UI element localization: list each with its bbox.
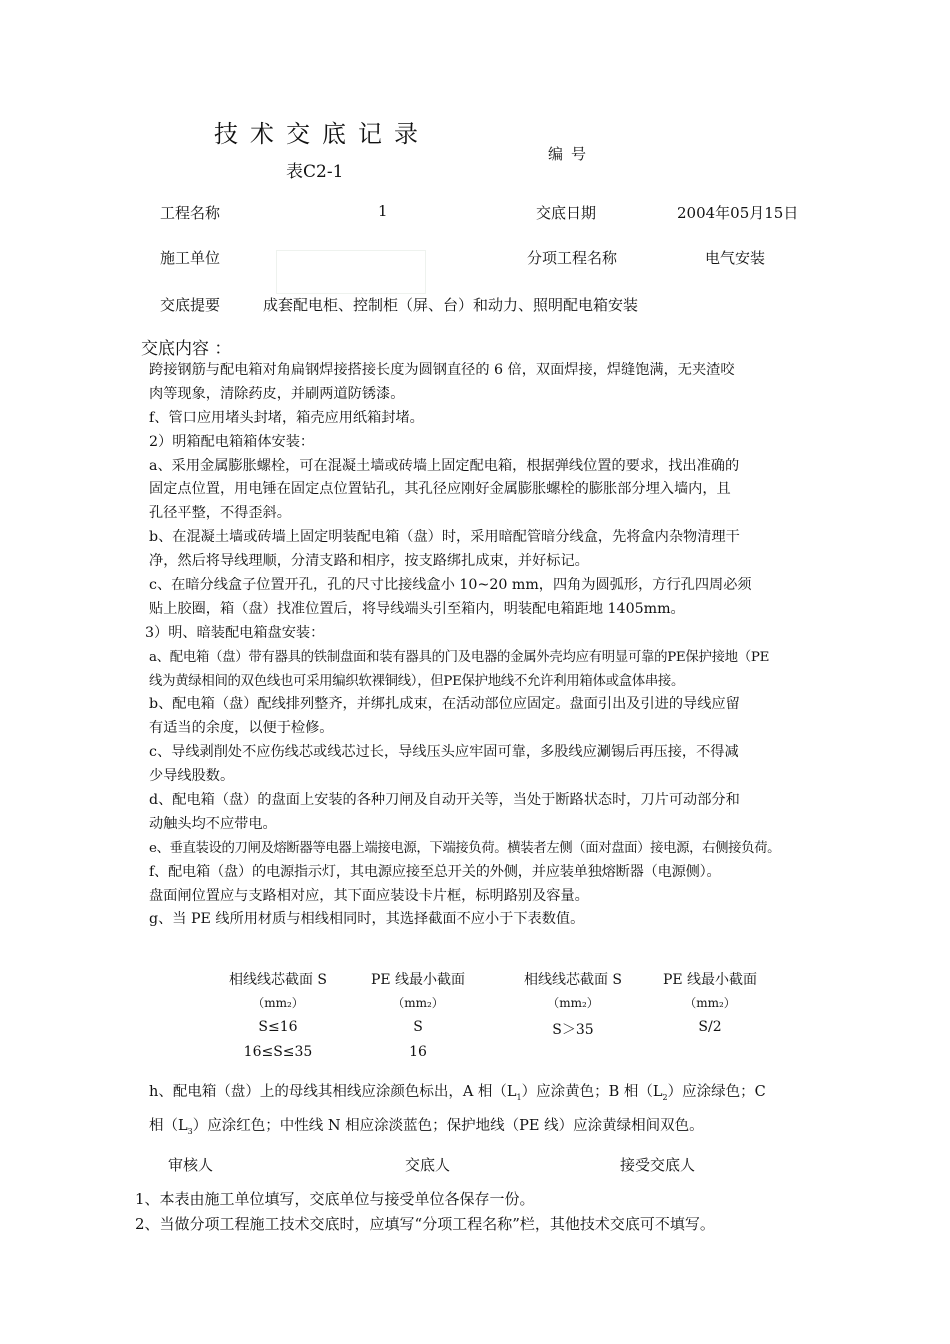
- content-line: 盘面闸位置应与支路相对应，其下面应装设卡片框，标明路别及容量。: [149, 887, 589, 904]
- table-unit: （mm₂）: [547, 996, 599, 1010]
- table-unit: （mm₂）: [392, 996, 444, 1010]
- summary-value: 成套配电柜、控制柜（屏、台）和动力、照明配电箱安装: [263, 296, 639, 314]
- table-unit: （mm₂）: [684, 996, 736, 1010]
- table-cell: S≤16: [258, 1019, 298, 1035]
- table-cell: S＞35: [552, 1022, 594, 1038]
- content-line: 2）明箱配电箱箱体安装：: [149, 433, 315, 450]
- table-row: [198, 1019, 798, 1044]
- table-header: PE 线最小截面: [662, 972, 758, 988]
- footnote-2: 2、当做分项工程施工技术交底时，应填写“分项工程名称”栏，其他技术交底可不填写。: [135, 1215, 715, 1233]
- date-label: 交底日期: [536, 204, 597, 222]
- item-h-text: ）应涂红色；中性线 N 相应涂淡蓝色；保护地线（PE 线）应涂黄绿相间双色。: [192, 1118, 704, 1134]
- item-h-text: ）应涂绿色；C: [667, 1084, 766, 1100]
- item-h-line-1: [149, 1080, 766, 1102]
- content-line: 贴上胶圈，箱（盘）找准位置后，将导线端头引至箱内，明装配电箱距地 1405mm。: [149, 600, 685, 617]
- document-title: 技术交底记录: [214, 120, 430, 148]
- summary-label: 交底提要: [160, 296, 221, 314]
- contractor-label: 施工单位: [160, 249, 221, 267]
- project-name-value: 1: [378, 202, 388, 220]
- table-header: PE 线最小截面: [370, 972, 466, 988]
- table-header: 相线线芯截面 S: [228, 972, 328, 988]
- content-line: g、当 PE 线所用材质与相线相同时，其选择截面不应小于下表数值。: [149, 911, 585, 928]
- table-cell: S: [413, 1019, 423, 1035]
- content-line: 动触头均不应带电。: [149, 815, 277, 832]
- content-line: 有适当的余度，以便于检修。: [149, 720, 334, 737]
- table-header: 相线线芯截面 S: [523, 972, 623, 988]
- content-line: b、配电箱（盘）配线排列整齐，并绑扎成束，在活动部位应固定。盘面引出及引进的导线应留: [149, 696, 740, 713]
- footnote-1: 1、本表由施工单位填写，交底单位与接受单位各保存一份。: [135, 1190, 535, 1208]
- content-line: c、导线剥削处不应伤线芯或线芯过长，导线压头应牢固可靠，多股线应涮锡后再压接，不得减: [149, 744, 739, 761]
- content-line: 固定点位置，用电锤在固定点位置钻孔，其孔径应刚好金属膨胀螺栓的膨胀部分埋入墙内，且: [149, 481, 731, 498]
- table-cell: 16: [409, 1044, 427, 1060]
- table-header-row: [198, 969, 798, 994]
- content-line: c、在暗分线盒子位置开孔，孔的尺寸比接线盒小 10~20 mm，四角为圆弧形，方行孔四周必须: [149, 577, 752, 594]
- item-h-text: h、配电箱（盘）上的母线其相线应涂颜色标出，A 相（L: [149, 1084, 517, 1100]
- pe-section-table: [198, 969, 798, 1069]
- content-line: 线为黄绿相间的双色线也可采用编织软裸铜线），但PE保护地线不允许利用箱体或盒体串接。: [149, 673, 685, 689]
- item-h-text: 相（L: [149, 1118, 188, 1134]
- subscript: 2: [662, 1092, 668, 1102]
- item-h-text: ）应涂黄色；B 相（L: [521, 1084, 663, 1100]
- number-label: 编号: [548, 145, 595, 163]
- content-line: 肉等现象，清除药皮，并刷两道防锈漆。: [149, 385, 405, 402]
- content-line: 3）明、暗装配电箱盘安装：: [145, 624, 325, 641]
- content-line: 净，然后将导线理顺，分清支路和相序，按支路绑扎成束，并好标记。: [149, 553, 589, 570]
- content-line: d、配电箱（盘）的盘面上安装的各种刀闸及自动开关等，当处于断路状态时，刀片可动部分和: [149, 792, 740, 809]
- item-h-line-2: [149, 1114, 704, 1136]
- presenter-label: 交底人: [405, 1156, 451, 1174]
- table-unit: （mm₂）: [252, 996, 304, 1010]
- content-body: [145, 359, 849, 932]
- project-name-label: 工程名称: [160, 204, 221, 222]
- content-line: f、配电箱（盘）的电源指示灯，其电源应接至总开关的外侧，并应装单独熔断器（电源侧）。: [149, 863, 721, 880]
- content-title: 交底内容 ：: [141, 339, 232, 359]
- content-line: 少导线股数。: [149, 768, 235, 785]
- sub-project-value: 电气安装: [705, 249, 766, 267]
- reviewer-label: 审核人: [168, 1156, 214, 1174]
- table-cell: S/2: [698, 1019, 722, 1035]
- content-line: 跨接钢筋与配电箱对角扁钢焊接搭接长度为圆钢直径的 6 倍，双面焊接，焊缝饱满，无夹渣咬: [149, 362, 735, 378]
- table-unit-row: [198, 994, 798, 1019]
- receiver-label: 接受交底人: [620, 1156, 696, 1174]
- content-line: a、采用金属膨胀螺栓，可在混凝土墙或砖墙上固定配电箱，根据弹线位置的要求，找出准确的: [149, 457, 740, 474]
- watermark-logo: [276, 250, 426, 294]
- content-line: 孔径平整，不得歪斜。: [149, 505, 291, 522]
- content-line: e、垂直装设的刀闸及熔断器等电器上端接电源，下端接负荷。横装者左侧（面对盘面）接电源，右侧接负荷。: [149, 840, 781, 856]
- table-cell: 16≤S≤35: [243, 1044, 313, 1060]
- table-row: [198, 1044, 798, 1069]
- table-code: 表C2-1: [286, 162, 344, 182]
- content-line: f、管口应用堵头封堵，箱壳应用纸箱封堵。: [149, 409, 424, 426]
- content-line: b、在混凝土墙或砖墙上固定明装配电箱（盘）时，采用暗配管暗分线盒，先将盒内杂物清理干: [149, 529, 740, 546]
- subscript: 1: [516, 1092, 522, 1102]
- subscript: 3: [187, 1126, 193, 1136]
- content-line: a、配电箱（盘）带有器具的铁制盘面和装有器具的门及电器的金属外壳均应有明显可靠的PE保护接地（PE: [149, 649, 770, 665]
- date-value: 2004年05月15日: [677, 204, 799, 222]
- sub-project-label: 分项工程名称: [527, 249, 618, 267]
